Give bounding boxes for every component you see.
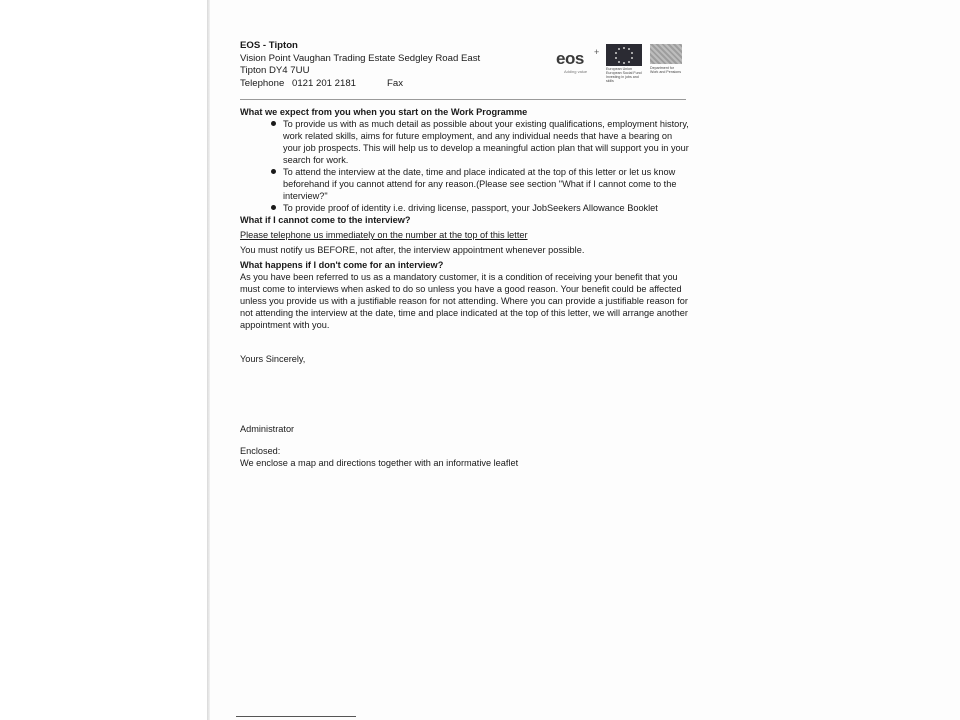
telephone-label: Telephone bbox=[240, 77, 285, 89]
letter-body bbox=[240, 40, 690, 469]
cannot-come-heading: What if I cannot come to the interview? bbox=[240, 215, 411, 225]
list-item: To attend the interview at the date, time and place indicated at the top of this letter or let us know beforehand if you cannot attend for any reason.(Please see section "What if I cannot come to the interview?" bbox=[283, 166, 690, 202]
eos-logo-word: eos bbox=[556, 49, 584, 68]
sender-address-line1: Vision Point Vaughan Trading Estate Sedgley Road East bbox=[240, 52, 481, 64]
scan-margin bbox=[0, 0, 208, 720]
dwp-caption-line1: Department for bbox=[650, 66, 674, 70]
eu-caption-line3: Investing in jobs and skills bbox=[606, 75, 639, 83]
expectations-section bbox=[240, 106, 690, 214]
eu-caption-line1: European Union bbox=[606, 67, 632, 71]
eos-logo-plus: + bbox=[594, 47, 600, 57]
eu-caption-line2: European Social Fund bbox=[606, 71, 642, 75]
sender-name: EOS - Tipton bbox=[240, 40, 298, 51]
list-item: To provide proof of identity i.e. driving license, passport, your JobSeekers Allowance Booklet bbox=[283, 202, 690, 214]
dont-come-section bbox=[240, 259, 690, 331]
fax-label: Fax bbox=[387, 77, 403, 89]
enclosed-text: We enclose a map and directions together with an informative leaflet bbox=[240, 458, 519, 468]
eos-logo-tagline: Adding value bbox=[564, 69, 588, 74]
expectations-heading: What we expect from you when you start on the Work Programme bbox=[240, 107, 528, 117]
telephone-instruction: Please telephone us immediately on the number at the top of this letter bbox=[240, 230, 528, 240]
expectations-list bbox=[240, 118, 690, 214]
enclosed-label: Enclosed: bbox=[240, 446, 281, 456]
dwp-caption-line2: Work and Pensions bbox=[650, 70, 682, 74]
salutation: Yours Sincerely, bbox=[240, 354, 306, 364]
sender-address bbox=[240, 40, 690, 90]
bullet-icon bbox=[271, 205, 276, 210]
telephone-number: 0121 201 2181 bbox=[292, 77, 357, 89]
notify-notice: You must notify us BEFORE, not after, the interview appointment whenever possible. bbox=[240, 245, 585, 255]
bullet-icon bbox=[271, 169, 276, 174]
cannot-come-section bbox=[240, 214, 690, 256]
dont-come-heading: What happens if I don't come for an interview? bbox=[240, 260, 444, 270]
bullet-icon bbox=[271, 121, 276, 126]
dont-come-body: As you have been referred to us as a mandatory customer, it is a condition of receiving your benefit that you must come to interviews when asked to do so unless you have a good reason. Your benefit could be affected unless you provide us with a justifiable reason for not attending. Where you can provide a justifiable reason for not attending the interview at the date, time and place indicated at the top of this letter, we will arrange another appointment with you. bbox=[240, 272, 688, 330]
contact-row bbox=[240, 78, 690, 91]
footer-rule bbox=[236, 716, 356, 717]
sender-address-line2: Tipton DY4 7UU bbox=[240, 65, 310, 76]
signatory: Administrator bbox=[240, 424, 295, 434]
list-item: To provide us with as much detail as possible about your existing qualifications, employment history, work related skills, aims for future employment, and any individual needs that have a bearing on your job prospects. This will help us to develop a meaningful action plan that will support you in your search for work. bbox=[283, 118, 690, 166]
